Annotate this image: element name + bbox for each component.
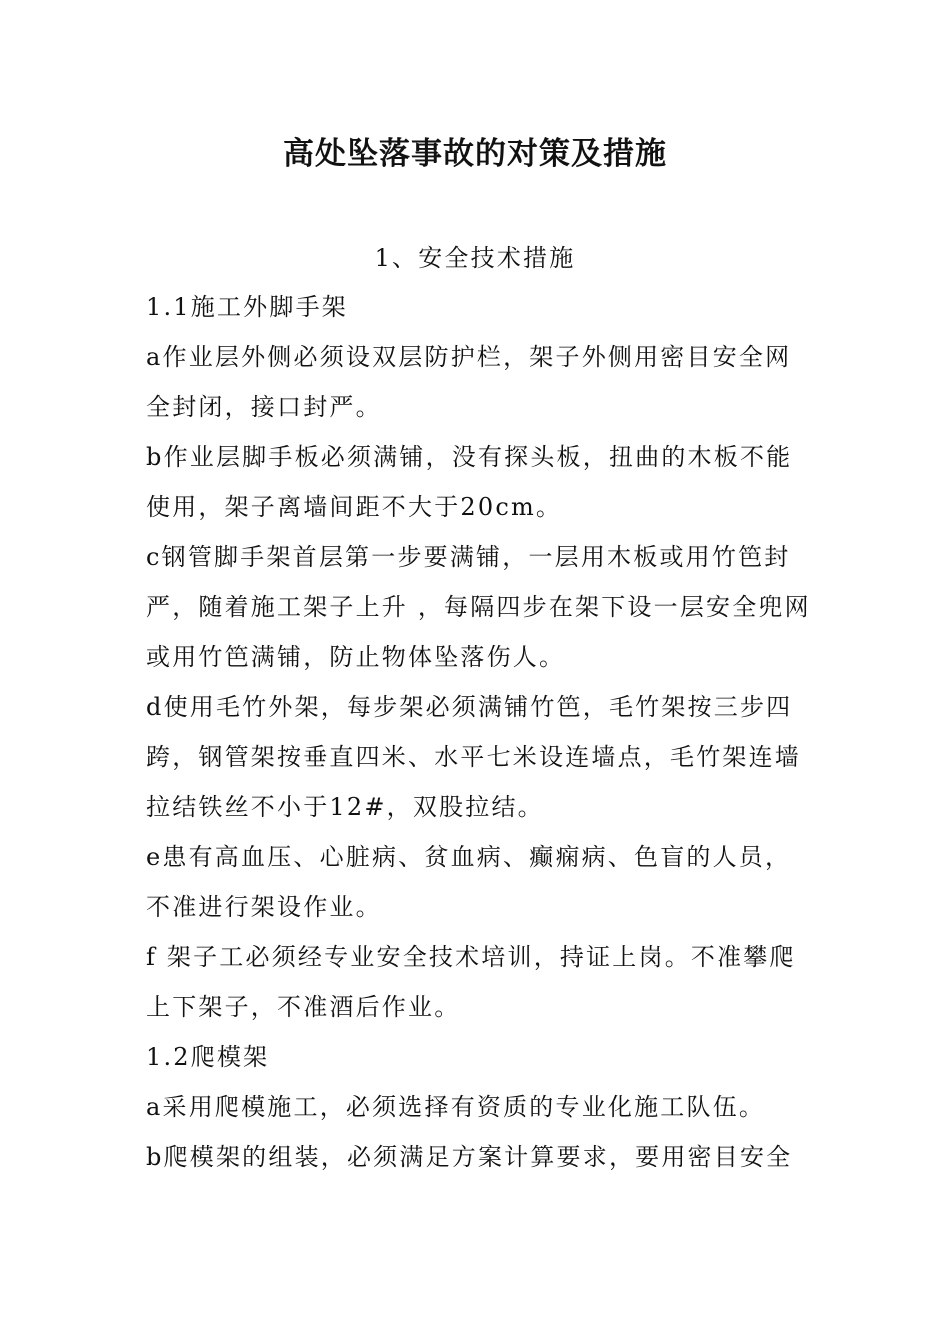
paragraph-line: 跨，钢管架按垂直四米、水平七米设连墙点，毛竹架连墙 — [146, 743, 801, 771]
paragraph-line: c钢管脚手架首层第一步要满铺，一层用木板或用竹笆封 — [146, 543, 791, 571]
paragraph-line: e患有高血压、心脏病、贫血病、癫痫病、色盲的人员， — [146, 843, 792, 871]
paragraph-line: a作业层外侧必须设双层防护栏，架子外侧用密目安全网 — [146, 343, 792, 371]
paragraph-line: b作业层脚手板必须满铺，没有探头板，扭曲的木板不能 — [146, 443, 793, 471]
paragraph-line: 不准进行架设作业。 — [146, 893, 382, 921]
subsection-heading: 1.1施工外脚手架 — [146, 293, 348, 321]
paragraph-line: a采用爬模施工，必须选择有资质的专业化施工队伍。 — [146, 1093, 766, 1121]
paragraph-line: f 架子工必须经专业安全技术培训，持证上岗。不准攀爬 — [146, 943, 796, 971]
paragraph-line: 全封闭，接口封严。 — [146, 393, 382, 421]
paragraph-line: 或用竹笆满铺，防止物体坠落伤人。 — [146, 643, 566, 671]
paragraph-line: b爬模架的组装，必须满足方案计算要求，要用密目安全 — [146, 1143, 793, 1171]
paragraph-line: 拉结铁丝不小于12#，双股拉结。 — [146, 793, 544, 821]
document-title: 高处坠落事故的对策及措施 — [283, 136, 667, 172]
subsection-heading: 1.2爬模架 — [146, 1043, 270, 1071]
paragraph-line: 上下架子，不准酒后作业。 — [146, 993, 461, 1021]
paragraph-line: 严，随着施工架子上升 ，每隔四步在架下设一层安全兜网 — [146, 593, 811, 621]
paragraph-line: d使用毛竹外架，每步架必须满铺竹笆，毛竹架按三步四 — [146, 693, 793, 721]
paragraph-line: 使用，架子离墙间距不大于20cm。 — [146, 493, 563, 521]
section-heading: 1、安全技术措施 — [374, 244, 576, 272]
